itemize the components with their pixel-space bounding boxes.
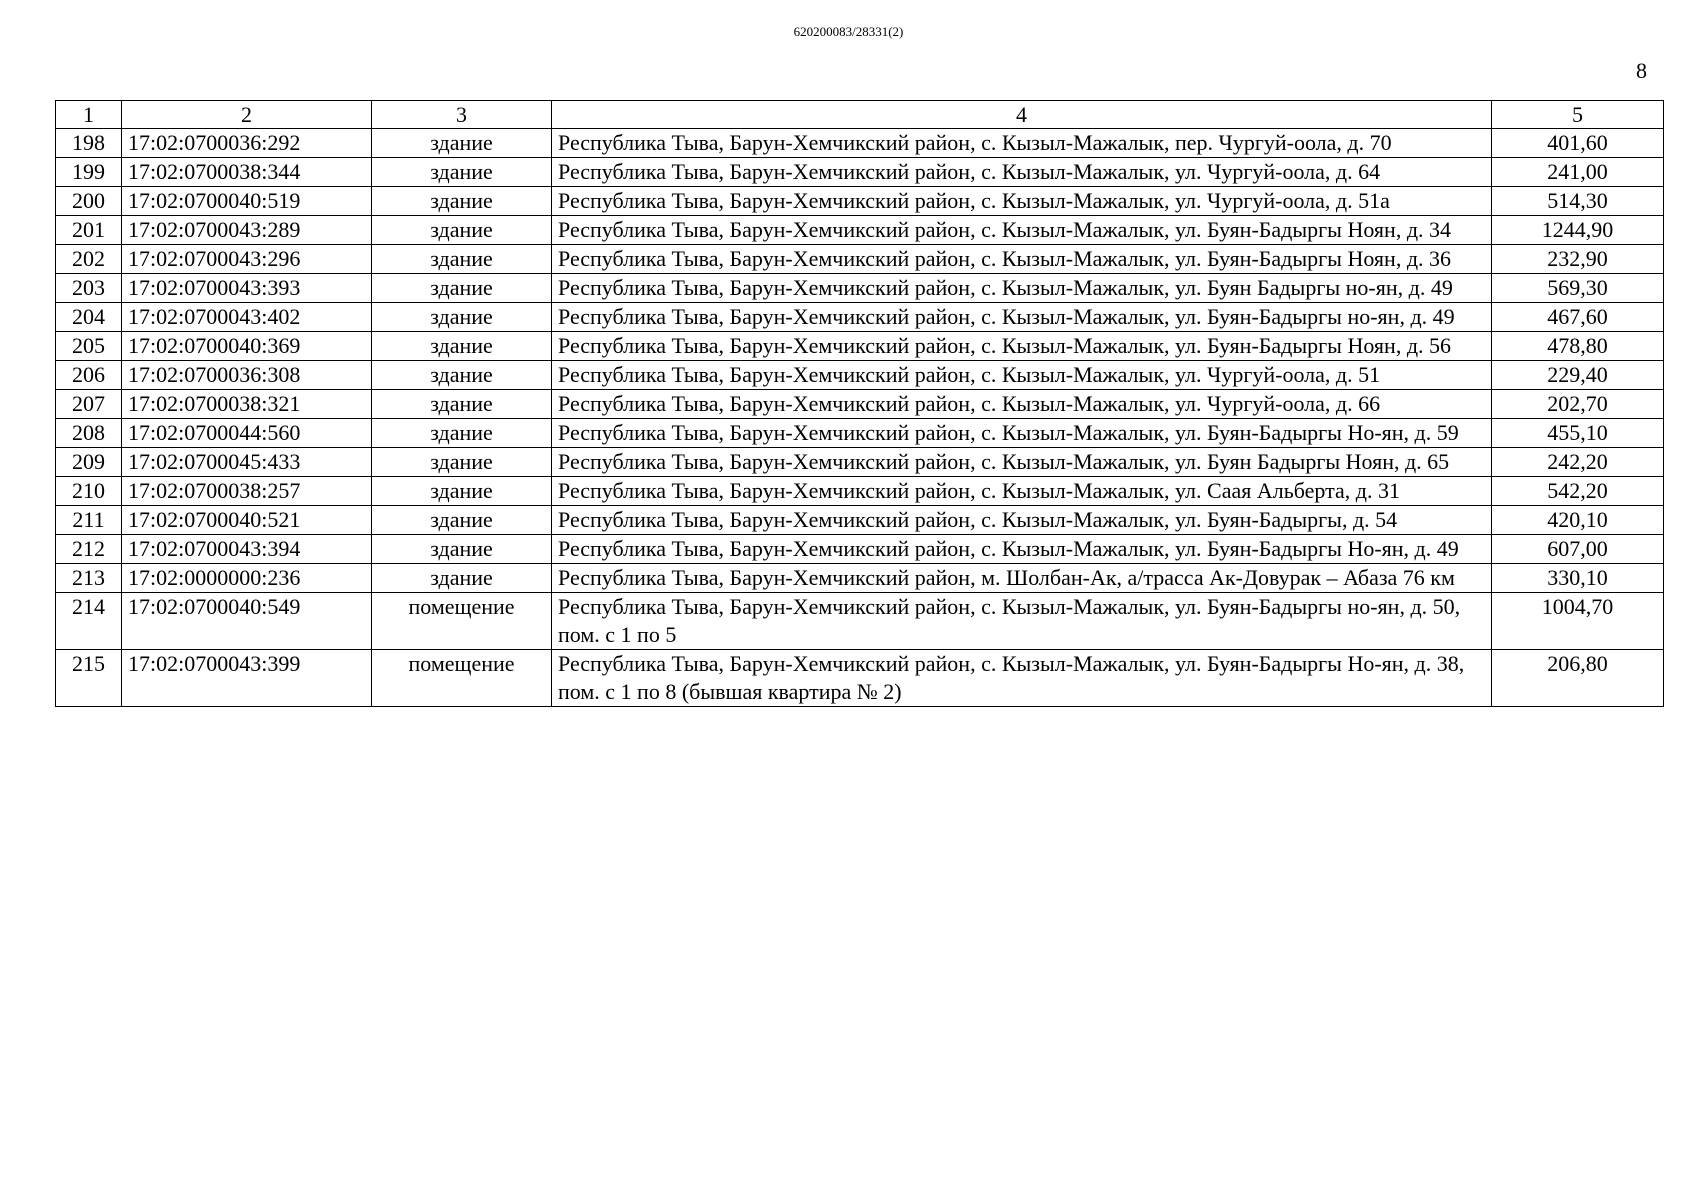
cadastral-number-cell: 17:02:0700045:433	[122, 448, 372, 477]
row-number-cell: 206	[56, 361, 122, 390]
object-type-cell: здание	[372, 332, 552, 361]
table-header-row	[56, 101, 1664, 129]
row-number-cell: 211	[56, 506, 122, 535]
cadastral-number-cell: 17:02:0700043:393	[122, 274, 372, 303]
cadastral-number-cell: 17:02:0700040:519	[122, 187, 372, 216]
address-cell: Республика Тыва, Барун-Хемчикский район, с. Кызыл-Мажалык, ул. Буян-Бадыргы но-ян, д. 50, пом. с 1 по 5	[552, 593, 1492, 650]
table-row	[56, 448, 1664, 477]
table-row	[56, 593, 1664, 650]
column-header: 1	[56, 101, 122, 129]
object-type-cell: здание	[372, 448, 552, 477]
object-type-cell: помещение	[372, 593, 552, 650]
table-row	[56, 332, 1664, 361]
column-header: 4	[552, 101, 1492, 129]
area-cell: 455,10	[1492, 419, 1664, 448]
area-cell: 206,80	[1492, 650, 1664, 707]
row-number-cell: 210	[56, 477, 122, 506]
address-cell: Республика Тыва, Барун-Хемчикский район, с. Кызыл-Мажалык, ул. Буян Бадыргы но-ян, д. 49	[552, 274, 1492, 303]
area-cell: 420,10	[1492, 506, 1664, 535]
row-number-cell: 215	[56, 650, 122, 707]
address-cell: Республика Тыва, Барун-Хемчикский район, с. Кызыл-Мажалык, ул. Буян-Бадыргы Но-ян, д. 38, пом. с 1 по 8 (бывшая квартира № 2)	[552, 650, 1492, 707]
row-number-cell: 214	[56, 593, 122, 650]
area-cell: 232,90	[1492, 245, 1664, 274]
table-row	[56, 506, 1664, 535]
address-cell: Республика Тыва, Барун-Хемчикский район, с. Кызыл-Мажалык, ул. Чургуй-оола, д. 51	[552, 361, 1492, 390]
area-cell: 202,70	[1492, 390, 1664, 419]
object-type-cell: здание	[372, 477, 552, 506]
address-cell: Республика Тыва, Барун-Хемчикский район, с. Кызыл-Мажалык, ул. Чургуй-оола, д. 64	[552, 158, 1492, 187]
table-row	[56, 245, 1664, 274]
area-cell: 330,10	[1492, 564, 1664, 593]
table-body	[56, 129, 1664, 707]
address-cell: Республика Тыва, Барун-Хемчикский район, м. Шолбан-Ак, а/трасса Ак-Довурак – Абаза 76 км	[552, 564, 1492, 593]
area-cell: 401,60	[1492, 129, 1664, 158]
cadastral-number-cell: 17:02:0700038:344	[122, 158, 372, 187]
object-type-cell: здание	[372, 535, 552, 564]
row-number-cell: 205	[56, 332, 122, 361]
area-cell: 242,20	[1492, 448, 1664, 477]
area-cell: 467,60	[1492, 303, 1664, 332]
object-type-cell: здание	[372, 361, 552, 390]
area-cell: 241,00	[1492, 158, 1664, 187]
row-number-cell: 198	[56, 129, 122, 158]
address-cell: Республика Тыва, Барун-Хемчикский район, с. Кызыл-Мажалык, ул. Буян-Бадыргы Но-ян, д. 59	[552, 419, 1492, 448]
row-number-cell: 209	[56, 448, 122, 477]
table-row	[56, 216, 1664, 245]
cadastral-number-cell: 17:02:0700040:369	[122, 332, 372, 361]
address-cell: Республика Тыва, Барун-Хемчикский район, с. Кызыл-Мажалык, ул. Буян-Бадыргы но-ян, д. 49	[552, 303, 1492, 332]
table-row	[56, 535, 1664, 564]
object-type-cell: здание	[372, 390, 552, 419]
address-cell: Республика Тыва, Барун-Хемчикский район, с. Кызыл-Мажалык, ул. Буян Бадыргы Ноян, д. 65	[552, 448, 1492, 477]
area-cell: 478,80	[1492, 332, 1664, 361]
table-row	[56, 303, 1664, 332]
row-number-cell: 213	[56, 564, 122, 593]
object-type-cell: здание	[372, 245, 552, 274]
column-header: 5	[1492, 101, 1664, 129]
object-type-cell: здание	[372, 187, 552, 216]
address-cell: Республика Тыва, Барун-Хемчикский район, с. Кызыл-Мажалык, ул. Буян-Бадыргы Но-ян, д. 49	[552, 535, 1492, 564]
cadastral-number-cell: 17:02:0700043:399	[122, 650, 372, 707]
address-cell: Республика Тыва, Барун-Хемчикский район, с. Кызыл-Мажалык, ул. Чургуй-оола, д. 51а	[552, 187, 1492, 216]
cadastral-number-cell: 17:02:0700036:292	[122, 129, 372, 158]
cadastral-number-cell: 17:02:0700038:257	[122, 477, 372, 506]
table-row	[56, 274, 1664, 303]
row-number-cell: 203	[56, 274, 122, 303]
property-table	[55, 100, 1664, 707]
address-cell: Республика Тыва, Барун-Хемчикский район, с. Кызыл-Мажалык, ул. Буян-Бадыргы, д. 54	[552, 506, 1492, 535]
address-cell: Республика Тыва, Барун-Хемчикский район, с. Кызыл-Мажалык, ул. Буян-Бадыргы Ноян, д. 56	[552, 332, 1492, 361]
row-number-cell: 202	[56, 245, 122, 274]
cadastral-number-cell: 17:02:0700040:521	[122, 506, 372, 535]
area-cell: 542,20	[1492, 477, 1664, 506]
table-row	[56, 564, 1664, 593]
table-row	[56, 390, 1664, 419]
document-code: 620200083/28331(2)	[793, 24, 904, 39]
column-header: 2	[122, 101, 372, 129]
table-row	[56, 187, 1664, 216]
area-cell: 1244,90	[1492, 216, 1664, 245]
row-number-cell: 204	[56, 303, 122, 332]
cadastral-number-cell: 17:02:0700043:394	[122, 535, 372, 564]
area-cell: 514,30	[1492, 187, 1664, 216]
page-number: 8	[1636, 58, 1647, 83]
cadastral-number-cell: 17:02:0000000:236	[122, 564, 372, 593]
column-header: 3	[372, 101, 552, 129]
area-cell: 569,30	[1492, 274, 1664, 303]
row-number-cell: 201	[56, 216, 122, 245]
object-type-cell: помещение	[372, 650, 552, 707]
cadastral-number-cell: 17:02:0700043:289	[122, 216, 372, 245]
table-row	[56, 477, 1664, 506]
table-row	[56, 129, 1664, 158]
address-cell: Республика Тыва, Барун-Хемчикский район, с. Кызыл-Мажалык, ул. Чургуй-оола, д. 66	[552, 390, 1492, 419]
table-row	[56, 419, 1664, 448]
address-cell: Республика Тыва, Барун-Хемчикский район, с. Кызыл-Мажалык, ул. Саая Альберта, д. 31	[552, 477, 1492, 506]
cadastral-number-cell: 17:02:0700043:296	[122, 245, 372, 274]
cadastral-number-cell: 17:02:0700040:549	[122, 593, 372, 650]
row-number-cell: 199	[56, 158, 122, 187]
row-number-cell: 208	[56, 419, 122, 448]
address-cell: Республика Тыва, Барун-Хемчикский район, с. Кызыл-Мажалык, ул. Буян-Бадыргы Ноян, д. 36	[552, 245, 1492, 274]
cadastral-number-cell: 17:02:0700038:321	[122, 390, 372, 419]
area-cell: 1004,70	[1492, 593, 1664, 650]
row-number-cell: 212	[56, 535, 122, 564]
object-type-cell: здание	[372, 274, 552, 303]
object-type-cell: здание	[372, 303, 552, 332]
object-type-cell: здание	[372, 506, 552, 535]
row-number-cell: 200	[56, 187, 122, 216]
area-cell: 607,00	[1492, 535, 1664, 564]
object-type-cell: здание	[372, 216, 552, 245]
row-number-cell: 207	[56, 390, 122, 419]
address-cell: Республика Тыва, Барун-Хемчикский район, с. Кызыл-Мажалык, ул. Буян-Бадыргы Ноян, д. 34	[552, 216, 1492, 245]
object-type-cell: здание	[372, 129, 552, 158]
table-row	[56, 650, 1664, 707]
address-cell: Республика Тыва, Барун-Хемчикский район, с. Кызыл-Мажалык, пер. Чургуй-оола, д. 70	[552, 129, 1492, 158]
cadastral-number-cell: 17:02:0700044:560	[122, 419, 372, 448]
object-type-cell: здание	[372, 564, 552, 593]
table-row	[56, 158, 1664, 187]
cadastral-number-cell: 17:02:0700036:308	[122, 361, 372, 390]
table-row	[56, 361, 1664, 390]
cadastral-number-cell: 17:02:0700043:402	[122, 303, 372, 332]
object-type-cell: здание	[372, 158, 552, 187]
object-type-cell: здание	[372, 419, 552, 448]
area-cell: 229,40	[1492, 361, 1664, 390]
